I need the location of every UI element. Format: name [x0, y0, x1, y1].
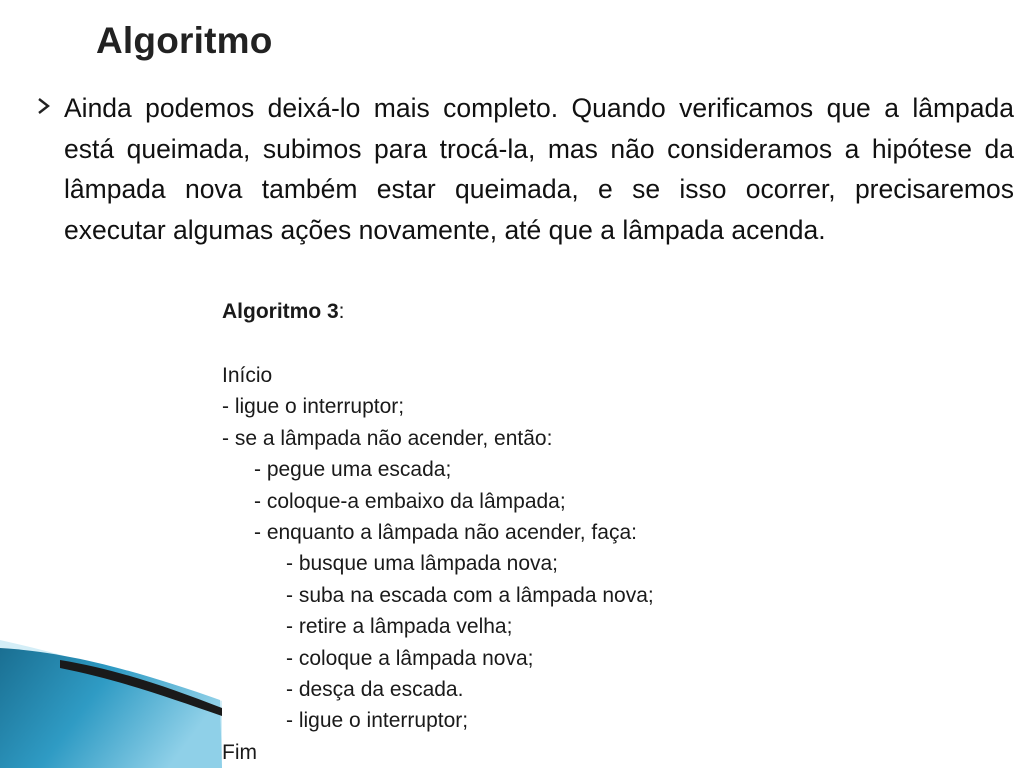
- algorithm-steps: [222, 360, 654, 768]
- algorithm-title-text: Algoritmo 3: [222, 300, 339, 323]
- algorithm-step: - coloque a lâmpada nova;: [286, 646, 534, 670]
- algorithm-step: - pegue uma escada;: [254, 458, 452, 482]
- wave-blue-band: [0, 648, 222, 768]
- algorithm-step: Início: [222, 364, 273, 387]
- bullet-item: [36, 88, 1014, 250]
- algorithm-step: - retire a lâmpada velha;: [286, 615, 513, 639]
- algorithm-title-colon: :: [338, 300, 345, 323]
- algorithm-step: - ligue o interruptor;: [286, 709, 469, 733]
- algorithm-step: Fim: [222, 740, 257, 764]
- algorithm-step: - desça da escada.: [286, 678, 464, 702]
- algorithm-title: [222, 300, 345, 324]
- algorithm-step: - se a lâmpada não acender, então:: [222, 426, 553, 450]
- algorithm-step: - enquanto a lâmpada não acender, faça:: [254, 521, 637, 545]
- arrow-bullet-icon: [36, 96, 52, 116]
- page-title: Algoritmo: [96, 20, 273, 61]
- algorithm-step: - ligue o interruptor;: [222, 395, 405, 419]
- algorithm-step: - busque uma lâmpada nova;: [286, 552, 559, 576]
- bullet-text: Ainda podemos deixá-lo mais completo. Quando verificamos que a lâmpada está queimada, subimos para trocá-la, mas não consideramos a hipótese da lâmpada nova também estar queimada, e se isso ocorrer, precisaremos executar algumas ações novamente, até que a lâmpada acenda.: [64, 93, 1014, 245]
- algorithm-step: - coloque-a embaixo da lâmpada;: [254, 489, 566, 513]
- algorithm-step: - suba na escada com a lâmpada nova;: [286, 583, 654, 607]
- algorithm-image: [222, 296, 782, 768]
